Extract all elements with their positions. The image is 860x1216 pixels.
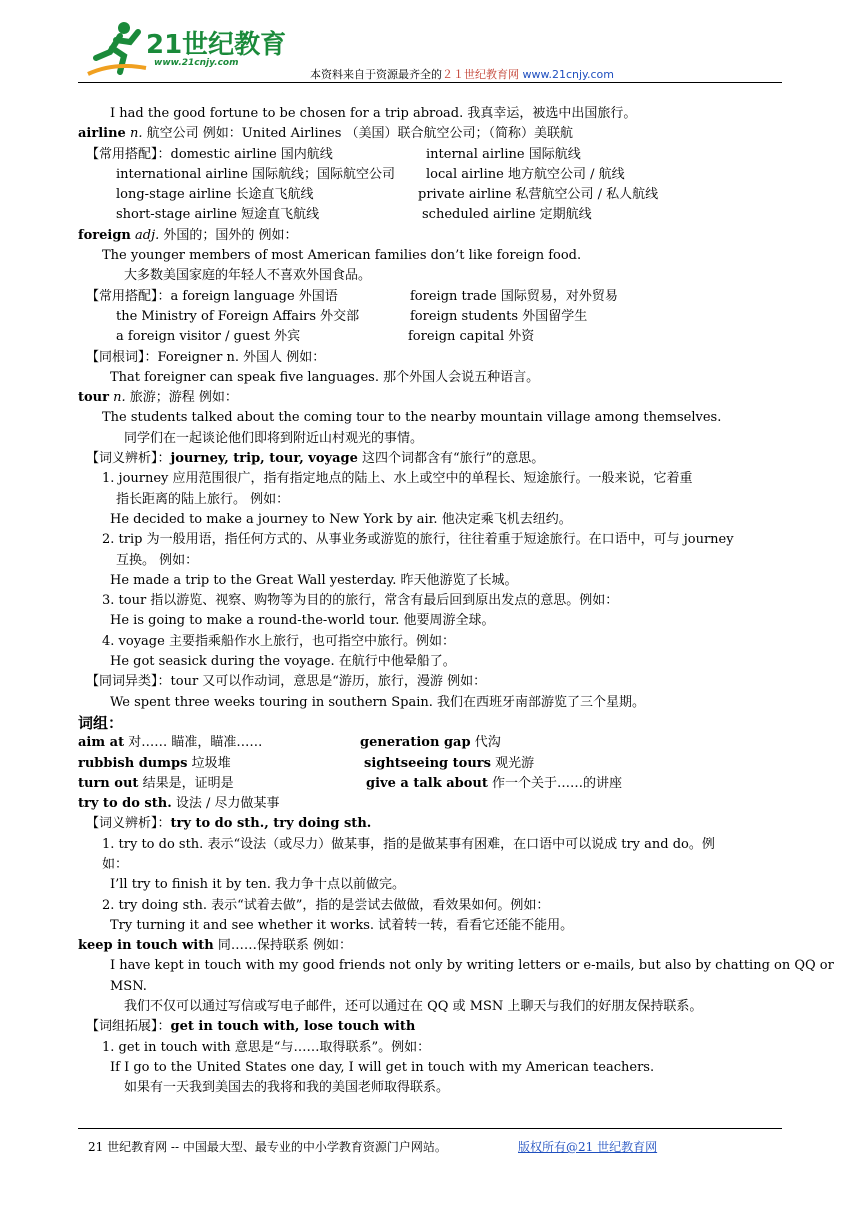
source-url-link[interactable]: www.21cnjy.com <box>522 68 614 81</box>
source-prefix: 本资料来自于资源最齐全的 <box>310 68 442 81</box>
line-text: The younger members of most American families don’t like foreign food. <box>102 248 582 264</box>
section-label: 【同根词】： <box>86 349 158 365</box>
text-line <box>78 185 782 205</box>
keyword-list: get in touch with, lose touch with <box>170 1019 416 1035</box>
line-text: 旅游；游程 例如： <box>129 390 238 406</box>
text-line <box>78 632 782 652</box>
text-line <box>78 246 782 266</box>
document-body <box>78 104 834 1099</box>
line-text: 航空公司 例如：United Airlines （美国）联合航空公司；（简称）美联航 <box>146 126 574 142</box>
line-text: 我们不仅可以通过写信或写电子邮件，还可以通过在 QQ 或 MSN 上聊天与我们的好朋友保持联系。 <box>124 999 703 1015</box>
text-line <box>78 124 782 144</box>
source-note <box>310 66 614 82</box>
section-label: 【词组拓展】： <box>86 1019 171 1035</box>
keyword-list: journey, trip, tour, voyage <box>170 451 358 467</box>
text-line <box>78 1058 782 1078</box>
second-column <box>422 205 592 225</box>
text-line <box>78 226 782 246</box>
line-text: 2. try doing sth. 表示“试着去做”，指的是尝试去做做，看效果如何。例如： <box>102 897 550 913</box>
text-line <box>78 672 782 692</box>
line-text: 4. voyage 主要指乘船作水上旅行，也可指空中旅行。例如： <box>102 633 455 649</box>
keyword-list: try to do sth., try doing sth. <box>170 816 372 832</box>
text-line <box>78 713 782 733</box>
vocab-word: sightseeing tours <box>364 755 491 771</box>
vocab-word: keep in touch with <box>78 938 214 954</box>
text-line <box>78 327 782 347</box>
text-line <box>78 388 782 408</box>
line-text: 作一个关于……的讲座 <box>492 775 623 791</box>
section-heading: 词组： <box>78 713 124 732</box>
runner-logo-icon <box>84 18 148 78</box>
collocation: short-stage airline 短途直飞航线 <box>116 207 320 223</box>
text-line <box>78 165 782 185</box>
line-text: 大多数美国家庭的年轻人不喜欢外国食品。 <box>124 268 372 284</box>
collocation: international airline 国际航线；国际航空公司 <box>116 166 396 182</box>
part-of-speech: n. <box>129 126 143 142</box>
line-text: 垃圾堆 <box>191 755 231 771</box>
collocation: the Ministry of Foreign Affairs 外交部 <box>116 308 360 324</box>
section-label: 【常用搭配】： <box>86 146 171 162</box>
line-text: MSN. <box>110 978 147 994</box>
line-text: 代沟 <box>474 735 501 751</box>
text-line <box>78 977 782 997</box>
source-site-name: ２１世纪教育网 <box>442 68 519 81</box>
text-line <box>78 835 782 855</box>
second-column <box>360 733 501 753</box>
section-label: 【常用搭配】： <box>86 288 171 304</box>
section-label: 【同词异类】： <box>86 674 171 690</box>
collocation: a foreign visitor / guest 外宾 <box>116 329 301 345</box>
text-line <box>78 530 782 550</box>
text-line <box>78 307 782 327</box>
line-text: 外国的；国外的 例如： <box>163 227 298 243</box>
text-line <box>78 774 782 794</box>
text-line <box>78 510 782 530</box>
line-text: We spent three weeks touring in southern Spain. 我们在西班牙南部游览了三个星期。 <box>110 694 646 710</box>
line-text: He made a trip to the Great Wall yesterday. 昨天他游览了长城。 <box>110 572 518 588</box>
line-text: tour 又可以作动词，意思是“游历，旅行，漫游 例如： <box>170 674 487 690</box>
second-column <box>426 145 581 165</box>
vocab-word: tour <box>78 390 109 406</box>
line-text: He got seasick during the voyage. 在航行中他晕船了。 <box>110 654 456 670</box>
site-logo <box>84 18 304 82</box>
line-text: 1. try to do sth. 表示“设法（或尽力）做某事，指的是做某事有困难，在口语中可以说成 try and do。例 <box>102 836 715 852</box>
second-column <box>408 327 534 347</box>
vocab-word: turn out <box>78 775 139 791</box>
text-line <box>78 936 782 956</box>
part-of-speech: n. <box>113 390 126 406</box>
collocation: long-stage airline 长途直飞航线 <box>116 187 314 203</box>
text-line <box>78 814 782 834</box>
collocation: private airline 私营航空公司 / 私人航线 <box>418 187 659 203</box>
text-line <box>78 794 782 814</box>
line-text: He decided to make a journey to New York by air. 他决定乘飞机去纽约。 <box>110 511 572 527</box>
footer-text: 21 世纪教育网 -- 中国最大型、最专业的中小学教育资源门户网站。 <box>88 1140 447 1154</box>
text-line <box>78 1078 782 1098</box>
text-line <box>78 287 782 307</box>
text-line <box>78 693 782 713</box>
line-text: I’ll try to finish it by ten. 我力争十点以前做完。 <box>110 877 406 893</box>
second-column <box>410 307 587 327</box>
part-of-speech: adj. <box>135 227 160 243</box>
line-text: 3. tour 指以游览、视察、购物等为目的的旅行，常含有最后回到原出发点的意思。例如： <box>102 593 619 609</box>
line-text: 设法 / 尽力做某事 <box>175 796 280 812</box>
text-line <box>78 896 782 916</box>
page-header <box>78 18 782 84</box>
collocation: scheduled airline 定期航线 <box>422 207 592 223</box>
collocation: foreign students 外国留学生 <box>410 308 588 324</box>
text-line <box>78 591 782 611</box>
collocation: foreign trade 国际贸易，对外贸易 <box>410 288 618 304</box>
section-label: 【词义辨析】： <box>86 451 171 467</box>
second-column <box>410 287 618 307</box>
text-line <box>78 652 782 672</box>
line-text: He is going to make a round-the-world tour. 他要周游全球。 <box>110 613 495 629</box>
text-line <box>78 733 782 753</box>
line-text: 1. journey 应用范围很广，指有指定地点的陆上、水上或空中的单程长、短途旅行。一般来说，它着重 <box>102 471 693 487</box>
text-line <box>78 1017 782 1037</box>
text-line <box>78 754 782 774</box>
line-text: Try turning it and see whether it works. 试着转一转，看看它还能不能用。 <box>110 917 574 933</box>
line-text: That foreigner can speak five languages. 那个外国人会说五种语言。 <box>110 369 540 385</box>
line-text: 如果有一天我到美国去的我将和我的美国老师取得联系。 <box>124 1080 450 1096</box>
section-label: 【词义辨析】： <box>86 816 171 832</box>
vocab-word: give a talk about <box>366 775 488 791</box>
text-line <box>78 469 782 489</box>
line-text: If I go to the United States one day, I will get in touch with my American teachers. <box>110 1059 655 1075</box>
line-text: 对…… 瞄准，瞄准…… <box>128 735 263 751</box>
line-text: 同学们在一起谈论他们即将到附近山村观光的事情。 <box>124 430 424 446</box>
text-line <box>78 449 782 469</box>
copyright-link[interactable]: 版权所有@21 世纪教育网 <box>518 1140 658 1154</box>
text-line <box>78 145 782 165</box>
text-line <box>78 490 782 510</box>
line-text: 指长距离的陆上旅行。 例如： <box>116 491 290 507</box>
line-text: Foreigner n. 外国人 例如： <box>157 349 326 365</box>
line-text: 结果是，证明是 <box>142 775 234 791</box>
line-text: 这四个词都含有“旅行”的意思。 <box>362 451 545 467</box>
line-text: I had the good fortune to be chosen for a trip abroad. 我真幸运，被选中出国旅行。 <box>110 106 637 121</box>
text-line <box>78 997 782 1017</box>
line-text: The students talked about the coming tour to the nearby mountain village among themselves. <box>102 410 722 426</box>
text-line <box>78 551 782 571</box>
collocation: foreign capital 外资 <box>408 329 535 345</box>
text-line <box>78 855 782 875</box>
logo-text: 21世纪教育 <box>146 30 287 60</box>
line-text: 观光游 <box>495 755 535 771</box>
vocab-word: try to do sth. <box>78 796 172 812</box>
vocab-word: generation gap <box>360 735 471 751</box>
vocab-word: airline <box>78 126 126 142</box>
collocation: domestic airline 国内航线 <box>170 146 333 162</box>
vocab-word: aim at <box>78 735 125 751</box>
text-line <box>78 916 782 936</box>
text-line <box>78 408 782 428</box>
second-column <box>364 754 534 774</box>
footer-divider <box>78 1128 782 1129</box>
vocab-word: rubbish dumps <box>78 755 188 771</box>
second-column <box>366 774 622 794</box>
line-text: 互换。 例如： <box>116 552 199 568</box>
text-line <box>78 611 782 631</box>
collocation: internal airline 国际航线 <box>426 146 581 162</box>
collocation: local airline 地方航空公司 / 航线 <box>426 166 625 182</box>
text-line <box>78 205 782 225</box>
second-column <box>426 165 625 185</box>
line-text: 同……保持联系 例如： <box>217 938 352 954</box>
text-line <box>78 1038 782 1058</box>
logo-url: www.21cnjy.com <box>154 58 239 68</box>
line-text: I have kept in touch with my good friends not only by writing letters or e-mails, but also by chatting on QQ or <box>110 958 834 974</box>
second-column <box>418 185 658 205</box>
text-line <box>78 956 834 976</box>
text-line <box>78 348 782 368</box>
line-text: 如： <box>102 856 129 872</box>
line-text: 1. get in touch with 意思是“与……取得联系”。例如： <box>102 1039 431 1055</box>
text-line <box>78 266 782 286</box>
vocab-word: foreign <box>78 227 131 243</box>
text-line <box>78 368 782 388</box>
text-line <box>78 429 782 449</box>
text-line <box>78 571 782 591</box>
collocation: a foreign language 外国语 <box>170 288 338 304</box>
text-line <box>78 875 782 895</box>
text-line <box>78 104 782 124</box>
line-text: 2. trip 为一般用语，指任何方式的、从事业务或游览的旅行，往往着重于短途旅行。在口语中，可与 journey <box>102 532 734 548</box>
header-divider <box>78 82 782 83</box>
